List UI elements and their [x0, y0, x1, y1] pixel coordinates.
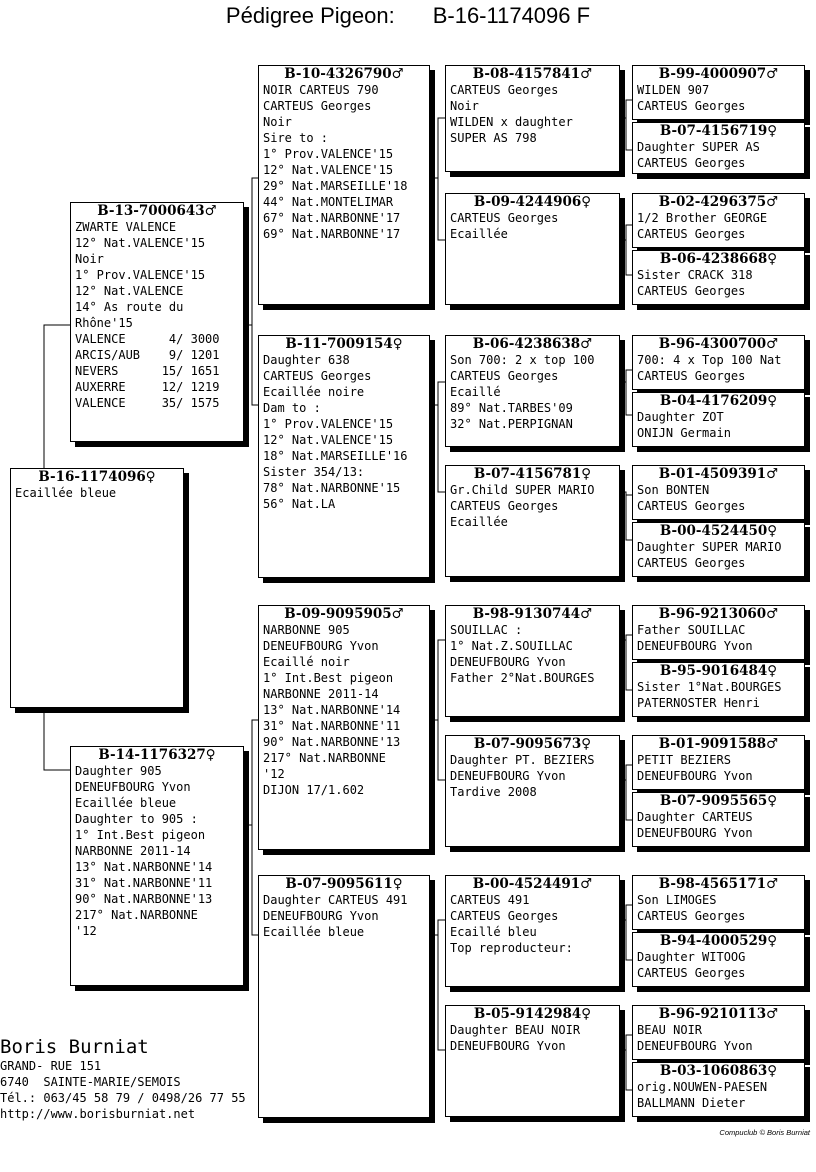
ring-number: B-13-7000643♂: [97, 203, 217, 219]
pigeon-ddds-card: [632, 1005, 805, 1060]
info-line: DIJON 17/1.602: [263, 783, 365, 797]
pigeon-sd-card: [258, 335, 430, 578]
info-line: Noir: [450, 99, 479, 113]
pigeon-dss-card: [445, 605, 620, 717]
ring-number: B-98-9130744♂: [472, 606, 593, 622]
info-line: Sister 1°Nat.BOURGES: [637, 680, 782, 694]
info-line: 13° Nat.NARBONNE'14: [263, 703, 401, 717]
info-line: BALLMANN Dieter: [637, 1096, 746, 1110]
info-line: VALENCE 4/ 3000: [75, 332, 220, 346]
info-line: 1° Prov.VALENCE'15: [263, 147, 394, 161]
footer-credit: Compuclub © Boris Burniat: [719, 1128, 810, 1137]
info-line: CARTEUS Georges: [637, 909, 746, 923]
info-line: Top reproducteur:: [450, 941, 573, 955]
info-line: ARCIS/AUB 9/ 1201: [75, 348, 220, 362]
info-line: PETIT BEZIERS: [637, 753, 731, 767]
ring-number: B-09-9095905♂: [284, 606, 404, 622]
info-line: 69° Nat.NARBONNE'17: [263, 227, 401, 241]
info-line: Ecaillée bleue: [75, 796, 177, 810]
ring-number: B-16-1174096♀: [38, 469, 156, 485]
ring-number: B-06-4238668♀: [659, 251, 778, 267]
info-line: 12° Nat.VALENCE'15: [75, 236, 206, 250]
owner-phone: Tél.: 063/45 58 79 / 0498/26 77 55: [0, 1091, 246, 1105]
ring-number: B-07-4156719♀: [659, 123, 778, 139]
ring-number: B-14-1176327♀: [98, 747, 216, 763]
ring-number: B-96-9210113♂: [658, 1006, 779, 1022]
info-line: 90° Nat.NARBONNE'13: [263, 735, 401, 749]
ring-number: B-07-9095673♀: [473, 736, 592, 752]
info-line: CARTEUS Georges: [450, 369, 559, 383]
info-line: 13° Nat.NARBONNE'14: [75, 860, 213, 874]
info-line: Rhône'15: [75, 316, 133, 330]
info-line: 44° Nat.MONTELIMAR: [263, 195, 394, 209]
info-line: 31° Nat.NARBONNE'11: [263, 719, 401, 733]
pigeon-ddss-card: [632, 875, 805, 930]
info-line: NOIR CARTEUS 790: [263, 83, 379, 97]
info-line: CARTEUS Georges: [637, 156, 746, 170]
info-line: DENEUFBOURG Yvon: [263, 909, 379, 923]
info-line: DENEUFBOURG Yvon: [450, 1039, 566, 1053]
info-line: Daughter 638: [263, 353, 350, 367]
info-line: 14° As route du: [75, 300, 184, 314]
info-line: 1° Nat.Z.SOUILLAC: [450, 639, 573, 653]
ring-number: B-05-9142984♀: [473, 1006, 592, 1022]
ring-number: B-07-9095565♀: [659, 793, 778, 809]
info-line: CARTEUS Georges: [637, 284, 746, 298]
ring-number: B-00-4524491♂: [472, 876, 593, 892]
pigeon-dsss-card: [632, 605, 805, 660]
info-line: AUXERRE 12/ 1219: [75, 380, 220, 394]
info-line: Tardive 2008: [450, 785, 537, 799]
info-line: '12: [75, 924, 97, 938]
ring-number: B-10-4326790♂: [284, 66, 404, 82]
info-line: Daughter SUPER AS: [637, 140, 760, 154]
info-line: 1/2 Brother GEORGE: [637, 211, 768, 225]
info-line: Daughter ZOT: [637, 410, 724, 424]
info-line: Daughter 905: [75, 764, 162, 778]
info-line: Gr.Child SUPER MARIO: [450, 483, 595, 497]
info-line: DENEUFBOURG Yvon: [263, 639, 379, 653]
info-line: PATERNOSTER Henri: [637, 696, 760, 710]
info-line: Son 700: 2 x top 100: [450, 353, 595, 367]
info-line: 78° Nat.NARBONNE'15: [263, 481, 401, 495]
info-line: NARBONNE 2011-14: [263, 687, 379, 701]
info-line: 217° Nat.NARBONNE: [263, 751, 386, 765]
info-line: WILDEN x daughter: [450, 115, 573, 129]
info-line: CARTEUS Georges: [637, 966, 746, 980]
pigeon-dam-card: [70, 746, 244, 986]
info-line: NEVERS 15/ 1651: [75, 364, 220, 378]
info-line: Daughter WITOOG: [637, 950, 746, 964]
info-line: DENEUFBOURG Yvon: [637, 1039, 753, 1053]
info-line: 29° Nat.MARSEILLE'18: [263, 179, 408, 193]
ring-number: B-94-4000529♀: [659, 933, 778, 949]
info-line: 67° Nat.NARBONNE'17: [263, 211, 401, 225]
info-line: 12° Nat.VALENCE: [75, 284, 184, 298]
pigeon-sdd-card: [445, 465, 620, 577]
info-line: SUPER AS 798: [450, 131, 537, 145]
ring-number: B-99-4000907♂: [658, 66, 779, 82]
info-line: NARBONNE 2011-14: [75, 844, 191, 858]
info-line: CARTEUS Georges: [450, 211, 559, 225]
info-line: CARTEUS Georges: [637, 369, 746, 383]
pigeon-sdds-card: [632, 465, 805, 520]
ring-number: B-09-4244906♀: [473, 194, 592, 210]
ring-number: B-08-4157841♂: [472, 66, 593, 82]
ring-number: B-01-4509391♂: [658, 466, 779, 482]
info-line: 1° Int.Best pigeon: [263, 671, 394, 685]
info-line: CARTEUS Georges: [450, 83, 559, 97]
info-line: Son BONTEN: [637, 483, 710, 497]
info-line: Ecaillée noire: [263, 385, 365, 399]
info-line: CARTEUS 491: [450, 893, 530, 907]
title-label: Pédigree Pigeon:: [225, 3, 395, 28]
info-line: Dam to :: [263, 401, 321, 415]
pigeon-ddsd-card: [632, 932, 805, 987]
pigeon-dssd-card: [632, 662, 805, 717]
pigeon-dddd-card: [632, 1062, 805, 1117]
pigeon-sssd-card: [632, 122, 805, 174]
info-line: orig.NOUWEN-PAESEN: [637, 1080, 768, 1094]
info-line: 217° Nat.NARBONNE: [75, 908, 198, 922]
ring-number: B-07-4156781♀: [473, 466, 592, 482]
info-line: 18° Nat.MARSEILLE'16: [263, 449, 408, 463]
info-line: 1° Int.Best pigeon: [75, 828, 206, 842]
info-line: 31° Nat.NARBONNE'11: [75, 876, 213, 890]
ring-number: B-07-9095611♀: [285, 876, 403, 892]
info-line: VALENCE 35/ 1575: [75, 396, 220, 410]
pigeon-ssds-card: [632, 193, 805, 248]
pigeon-ssd-card: [445, 193, 620, 305]
info-line: BEAU NOIR: [637, 1023, 703, 1037]
info-line: ONIJN Germain: [637, 426, 731, 440]
ring-number: B-95-9016484♀: [659, 663, 778, 679]
info-line: 1° Prov.VALENCE'15: [263, 417, 394, 431]
info-line: DENEUFBOURG Yvon: [637, 769, 753, 783]
info-line: SOUILLAC :: [450, 623, 523, 637]
info-line: '12: [263, 767, 285, 781]
info-line: CARTEUS Georges: [450, 499, 559, 513]
ring-number: B-06-4238638♂: [472, 336, 593, 352]
pigeon-ss-card: [258, 65, 430, 305]
pigeon-ds-card: [258, 605, 430, 850]
info-line: Noir: [263, 115, 292, 129]
ring-number: B-00-4524450♀: [659, 523, 778, 539]
info-line: Father 2°Nat.BOURGES: [450, 671, 595, 685]
info-line: WILDEN 907: [637, 83, 710, 97]
info-line: CARTEUS Georges: [263, 369, 372, 383]
info-line: DENEUFBOURG Yvon: [637, 826, 753, 840]
pigeon-ddd-card: [445, 1005, 620, 1117]
info-line: 56° Nat.LA: [263, 497, 336, 511]
info-line: Son LIMOGES: [637, 893, 717, 907]
pigeon-dsds-card: [632, 735, 805, 790]
pigeon-info: [11, 485, 183, 501]
info-line: Daughter PT. BEZIERS: [450, 753, 595, 767]
pigeon-dd-card: [258, 875, 430, 1118]
info-line: CARTEUS Georges: [637, 499, 746, 513]
pigeon-sdsd-card: [632, 392, 805, 447]
info-line: 12° Nat.VALENCE'15: [263, 163, 394, 177]
pigeon-dds-card: [445, 875, 620, 987]
info-line: Daughter BEAU NOIR: [450, 1023, 581, 1037]
ring-number: B-01-9091588♂: [658, 736, 779, 752]
info-line: Ecaillée: [450, 227, 508, 241]
info-line: Ecaillée bleue: [15, 486, 117, 500]
info-line: NARBONNE 905: [263, 623, 350, 637]
info-line: Sire to :: [263, 131, 329, 145]
info-line: Ecaillé bleu: [450, 925, 537, 939]
ring-number: B-04-4176209♀: [659, 393, 778, 409]
pigeon-sds-card: [445, 335, 620, 447]
info-line: Sister CRACK 318: [637, 268, 753, 282]
title-ring-number: B-16-1174096 F: [432, 3, 591, 28]
info-line: 1° Prov.VALENCE'15: [75, 268, 206, 282]
pigeon-dsd-card: [445, 735, 620, 847]
owner-city-line: 6740 SAINTE-MARIE/SEMOIS: [0, 1075, 181, 1089]
info-line: Ecaillée: [450, 515, 508, 529]
pigeon-sdss-card: [632, 335, 805, 390]
info-line: 700: 4 x Top 100 Nat: [637, 353, 782, 367]
info-line: Father SOUILLAC: [637, 623, 746, 637]
info-line: Noir: [75, 252, 104, 266]
info-line: CARTEUS Georges: [263, 99, 372, 113]
info-line: CARTEUS Georges: [637, 99, 746, 113]
pigeon-ssdd-card: [632, 250, 805, 305]
info-line: ZWARTE VALENCE: [75, 220, 177, 234]
pigeon-ssss-card: [632, 65, 805, 120]
info-line: Daughter to 905 :: [75, 812, 198, 826]
ring-number: B-11-7009154♀: [285, 336, 403, 352]
info-line: 32° Nat.PERPIGNAN: [450, 417, 573, 431]
info-line: DENEUFBOURG Yvon: [450, 655, 566, 669]
ring-number: B-02-4296375♂: [658, 194, 779, 210]
info-line: DENEUFBOURG Yvon: [450, 769, 566, 783]
info-line: DENEUFBOURG Yvon: [75, 780, 191, 794]
ring-number: B-03-1060863♀: [659, 1063, 778, 1079]
owner-contact: [0, 1036, 246, 1122]
info-line: Daughter CARTEUS 491: [263, 893, 408, 907]
info-line: 90° Nat.NARBONNE'13: [75, 892, 213, 906]
info-line: Daughter CARTEUS: [637, 810, 753, 824]
info-line: DENEUFBOURG Yvon: [637, 639, 753, 653]
info-line: Ecaillé noir: [263, 655, 350, 669]
pigeon-dsdd-card: [632, 792, 805, 847]
owner-website-link[interactable]: http://www.borisburniat.net: [0, 1107, 196, 1121]
pigeon-sss-card: [445, 65, 620, 172]
pigeon-sire-card: [70, 202, 244, 442]
owner-address-line: GRAND- RUE 151: [0, 1059, 102, 1073]
info-line: 12° Nat.VALENCE'15: [263, 433, 394, 447]
info-line: Ecaillée bleue: [263, 925, 365, 939]
owner-name: Boris Burniat: [0, 1036, 149, 1058]
ring-number: B-96-9213060♂: [658, 606, 779, 622]
pigeon-sddd-card: [632, 522, 805, 577]
ring-number: B-98-4565171♂: [658, 876, 779, 892]
info-line: CARTEUS Georges: [637, 556, 746, 570]
ring-number: B-96-4300700♂: [658, 336, 779, 352]
info-line: 89° Nat.TARBES'09: [450, 401, 573, 415]
info-line: CARTEUS Georges: [637, 227, 746, 241]
info-line: Ecaillé: [450, 385, 501, 399]
info-line: Sister 354/13:: [263, 465, 365, 479]
pigeon-subject-card: [10, 468, 184, 708]
info-line: Daughter SUPER MARIO: [637, 540, 782, 554]
info-line: CARTEUS Georges: [450, 909, 559, 923]
